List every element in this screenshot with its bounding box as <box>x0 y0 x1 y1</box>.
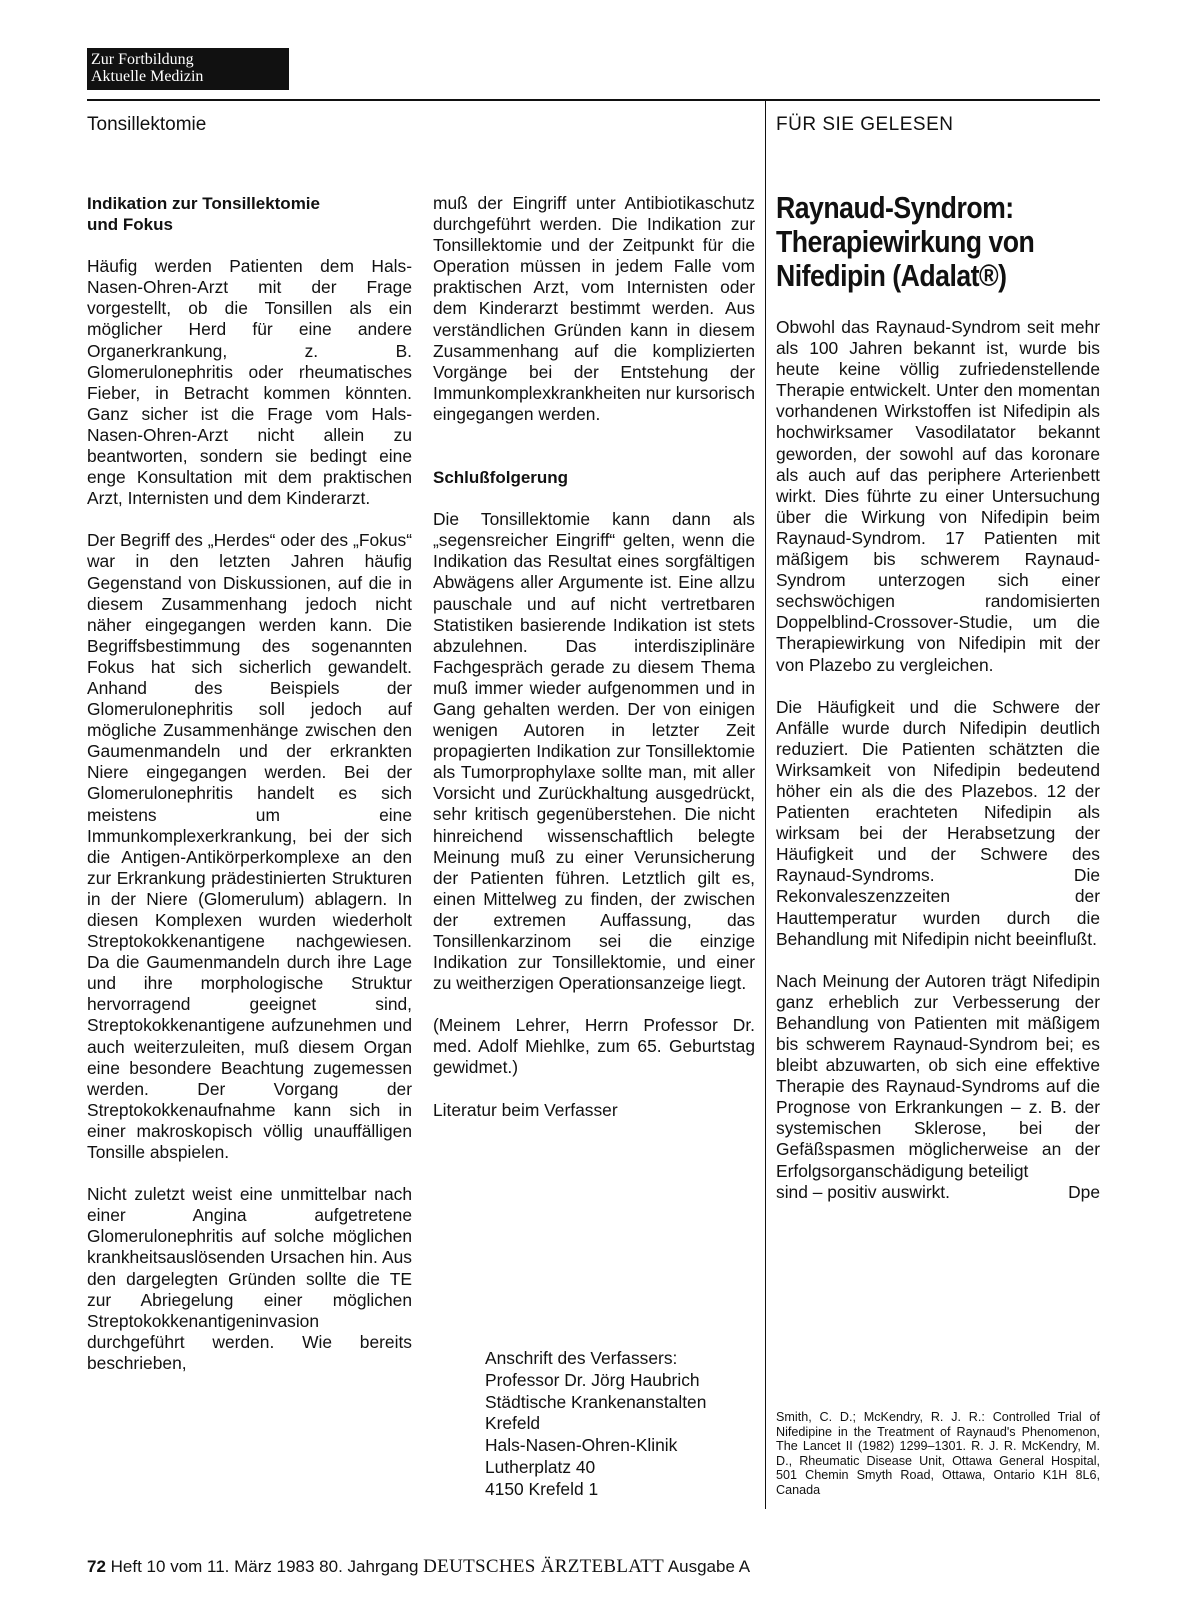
page-number: 72 <box>87 1557 106 1576</box>
journal-name: DEUTSCHES ÄRZTEBLATT <box>423 1556 665 1577</box>
paragraph-end: sind – positiv auswirkt. <box>776 1181 950 1202</box>
subheading-indikation: Indikation zur Tonsillektomie und Fokus <box>87 194 320 235</box>
section-title-left: Tonsillektomie <box>87 114 207 135</box>
paragraph: Nicht zuletzt weist eine unmittelbar nach einer Angina aufgetretene Glomerulonephritis auf solche möglichen krankheitsauslösenden Ursachen hin. Aus den dargelegten Gründen sollte die TE zur Abriegelung einer möglichen Streptokokkenantigeninvasion durchgeführt werden. Wie bereits beschrieben, <box>87 1184 412 1373</box>
author-address <box>485 1348 775 1501</box>
paragraph: Häufig werden Patienten dem Hals-Nasen-Ohren-Arzt mit der Frage vorgestellt, ob die Tonsillen als ein möglicher Herd für eine andere Organerkrankung, z. B. Glomerulonephritis oder rheumatisches Fieber, in Betracht kommen könnten. Ganz sicher ist die Frage vom Hals-Nasen-Ohren-Arzt nicht allein zu beantworten, sondern sie bedingt eine enge Konsultation mit dem praktischen Arzt, Internisten und dem Kinderarzt. <box>87 256 412 509</box>
address-line: Professor Dr. Jörg Haubrich <box>485 1369 700 1390</box>
address-line: Lutherplatz 40 <box>485 1456 596 1477</box>
reference-note: Smith, C. D.; McKendry, R. J. R.: Controlled Trial of Nifedipine in the Treatment of Raynaud's Phenomenon, The Lancet II (1982) 1299–1301. R. J. R. McKendry, M. D., Rheumatic Disease Unit, Ottawa General Hospital, 501 Chemin Smyth Road, Ottawa, Ontario K1H 8L6, Canada <box>776 1410 1100 1497</box>
address-line: Städtische Krankenanstalten <box>485 1391 707 1412</box>
address-line: Anschrift des Verfassers: <box>485 1348 678 1368</box>
title-line: Therapiewirkung von <box>776 224 1035 259</box>
badge-line-1: Zur Fortbildung <box>91 51 194 68</box>
paragraph: Die Tonsillektomie kann dann als „segensreicher Eingriff“ gelten, wenn die Indikation das Resultat eines sorgfältigen Abwägens aller Argumente ist. Eine allzu pauschale und auf nicht vertretbaren Statistiken basierende Indikation ist stets abzulehnen. Das interdisziplinäre Fachgespräch gerade zu diesem Thema muß immer wieder aufgenommen und in Gang gehalten werden. Der von einigen wenigen Autoren in letzter Zeit propagierten Indikation zur Tonsillektomie als Tumorprophylaxe sollte man, mit aller Vorsicht und Zurückhaltung ausgedrückt, sehr kritisch gegenüberstehen. Die nicht hinreichend wissenschaftlich belegte Meinung muß zu einer Verunsicherung der Patienten führen. Letztlich gilt es, einen Mittelweg zu finden, der zwischen der extremen Auffassung, das Tonsillenkarzinom sei die einzige Indikation zur Tonsillektomie, und einer zu weitherzigen Operationsanzeige liegt. <box>433 509 755 994</box>
page-footer <box>87 1556 750 1578</box>
issue-info: Heft 10 vom 11. März 1983 80. Jahrgang <box>110 1557 419 1576</box>
author-signoff: Dpe <box>1068 1181 1100 1202</box>
column-1 <box>87 193 412 1374</box>
paragraph: Der Begriff des „Herdes“ oder des „Fokus“ war in den letzten Jahren häufig Gegenstand von Diskussionen, auf die in diesem Zusammenhang jedoch nicht näher eingegangen werden kann. Die Begriffsbestimmung des sogenannten Fokus hat sich sicherlich gewandelt. Anhand des Beispiels der Glomerulonephritis soll jedoch auf mögliche Zusammenhänge zwischen den Gaumenmandeln und der erkrankten Niere eingegangen werden. Bei der Glomerulonephritis handelt es sich meistens um eine Immunkomplexerkrankung, bei der sich die Antigen-Antikörperkomplexe an den zur Erkrankung prädestinierten Strukturen in der Niere (Glomerulum) ablagern. In diesen Komplexen wurden wiederholt Streptokokkenantigene nachgewiesen. Da die Gaumenmandeln durch ihre Lage und ihre morphologische Struktur hervorragend geeignet sind, Streptokokkenantigene aufzunehmen und auch weiterzuleiten, muß diesem Organ eine besondere Beachtung zugemessen werden. Der Vorgang der Streptokokkenaufnahme kann sich in einer makroskopisch völlig unauffälligen Tonsille abspielen. <box>87 530 412 1163</box>
title-line: Raynaud-Syndrom: <box>776 190 1014 225</box>
column-2 <box>433 193 755 1121</box>
title-line: Nifedipin (Adalat®) <box>776 258 1007 293</box>
article-title <box>776 191 1103 293</box>
address-line: Hals-Nasen-Ohren-Klinik <box>485 1435 678 1456</box>
column-divider <box>765 99 766 1509</box>
edition: Ausgabe A <box>667 1557 751 1576</box>
paragraph: muß der Eingriff unter Antibiotikaschutz durchgeführt werden. Die Indikation zur Tonsillektomie und der Zeitpunkt für die Operation müssen in jedem Falle vom praktischen Arzt, vom Internisten oder dem Kinderarzt bestimmt werden. Aus verständlichen Gründen kann in diesem Zusammenhang auf die komplizierten Vorgänge bei der Entstehung der Immunkomplexkrankheiten nur kursorisch eingegangen werden. <box>433 193 755 424</box>
section-title-right: FÜR SIE GELESEN <box>776 114 954 135</box>
subheading-schlussfolgerung: Schlußfolgerung <box>433 468 569 488</box>
paragraph: Nach Meinung der Autoren trägt Nifedipin ganz erheblich zur Verbesserung der Behandlung von Patienten mit mäßigem bis schwerem Raynaud-Syndrom bei; es bleibt abzuwarten, ob sich eine effektive Therapie des Raynaud-Syndroms auf die Prognose von Erkrankungen – z. B. der systemischen Sklerose, bei der Gefäßspasmen möglicherweise an der Erfolgsorganschädigung beteiligt <box>776 970 1100 1181</box>
section-badge <box>87 48 289 90</box>
paragraph: Die Häufigkeit und die Schwere der Anfälle wurde durch Nifedipin deutlich reduziert. Die Patienten schätzten die Wirksamkeit von Nifedipin bedeutend höher ein als die des Plazebos. 12 der Patienten erachteten Nifedipin als wirksam bei der Herabsetzung der Häufigkeit und der Schwere des Raynaud-Syndroms. Die Rekonvaleszenzzeiten der Hauttemperatur wurden durch die Behandlung mit Nifedipin nicht beeinflußt. <box>776 696 1100 949</box>
dedication: (Meinem Lehrer, Herrn Professor Dr. med. Adolf Miehlke, zum 65. Geburtstag gewidmet.) <box>433 1015 755 1078</box>
signoff-row <box>776 1182 1100 1203</box>
paragraph: Obwohl das Raynaud-Syndrom seit mehr als 100 Jahren bekannt ist, wurde bis heute keine völlig zufriedenstellende Therapie entwickelt. Unter den momentan vorhandenen Wirkstoffen ist Nifedipin als hochwirksamer Vasodilatator bekannt geworden, der sowohl auf das koronare als auch auf das periphere Arterienbett wirkt. Dies führte zu einer Untersuchung über die Wirkung von Nifedipin beim Raynaud-Syndrom. 17 Patienten mit mäßigem bis schwerem Raynaud-Syndrom unterzogen sich einer sechswöchigen randomisierten Doppelblind-Crossover-Studie, um die Therapiewirkung von Nifedipin mit der von Plazebo zu vergleichen. <box>776 317 1100 675</box>
top-rule <box>87 99 1100 101</box>
literature-note: Literatur beim Verfasser <box>433 1099 618 1120</box>
column-3 <box>776 191 1100 1203</box>
address-line: 4150 Krefeld 1 <box>485 1478 599 1499</box>
address-line: Krefeld <box>485 1413 541 1434</box>
badge-line-2: Aktuelle Medizin <box>91 68 204 85</box>
